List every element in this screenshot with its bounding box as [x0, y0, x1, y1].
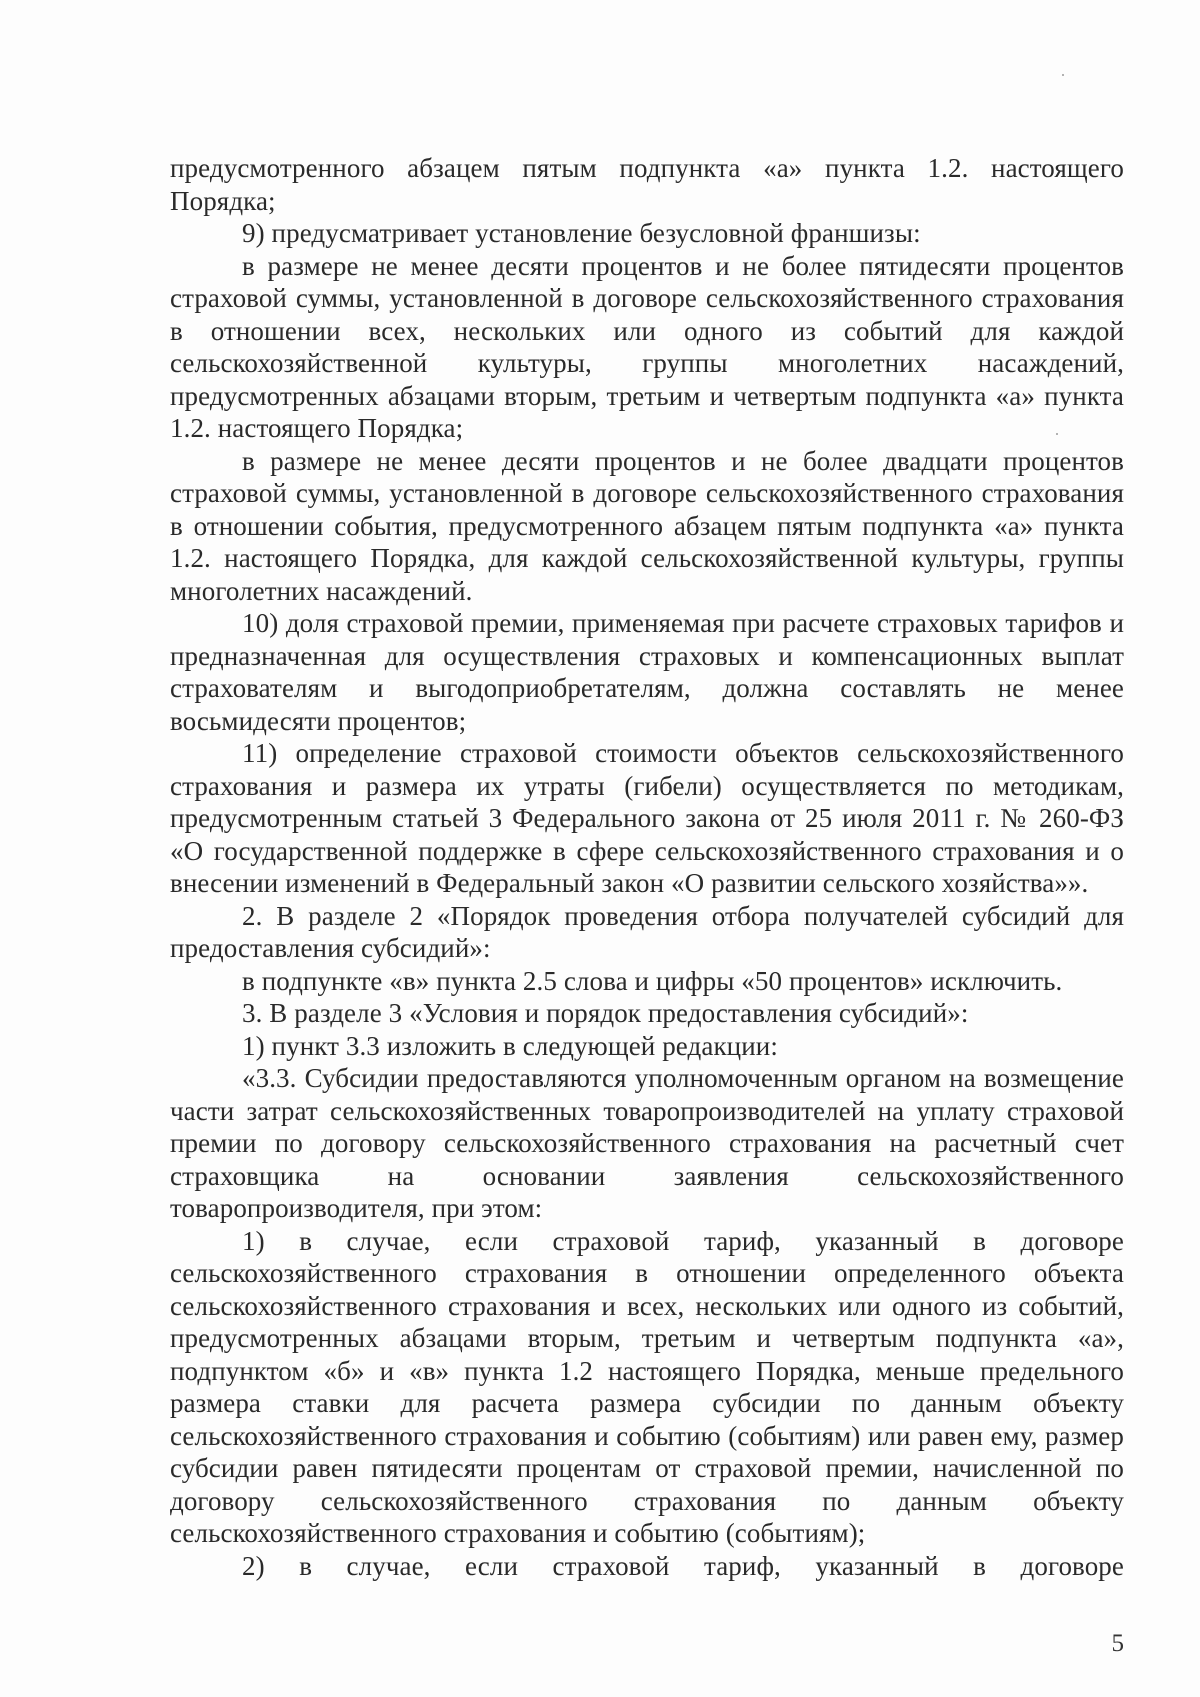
page-number: 5 — [1111, 1630, 1124, 1657]
paragraph-5: 10) доля страховой премии, применяемая при расчете страховых тарифов и предназначенная для осуществления страховых и компенсационных выплат страхователям и выгодоприобретателям, должна составлять не менее восьмидесяти процентов; — [170, 608, 1124, 736]
paragraph-3: в размере не менее десяти процентов и не более пятидесяти процентов страховой суммы, установленной в договоре сельскохозяйственного страхования в отношении всех, нескольких или одного из событий для каждой сельскохозяйственной культуры, группы многолетних насаждений, предусмотренных абзацами вторым, третьим и четвертым подпункта «а» пункта 1.2. настоящего Порядка; — [170, 250, 1124, 443]
paragraph-9: 3. В разделе 3 «Условия и порядок предоставления субсидий»: — [242, 998, 969, 1028]
paragraph-12: 1) в случае, если страховой тариф, указанный в договоре сельскохозяйственного страхования в отношении определенного объекта сельскохозяйственного страхования и всех, нескольких или одного из событий, предусмотренных абзацами вторым, третьим и четвертым подпункта «а», подпунктом «б» и «в» пункта 1.2 настоящего Порядка, меньше предельного размера ставки для расчета размера субсидии по данным объекту сельскохозяйственного страхования и событию (событиям) или равен ему, размер субсидии равен пятидесяти процентам от страховой премии, начисленной по договору сельскохозяйственного страхования по данным объекту сельскохозяйственного страхования и событию (событиям); — [170, 1225, 1124, 1548]
paragraph-1: предусмотренного абзацем пятым подпункта «а» пункта 1.2. настоящего Порядка; — [170, 153, 1124, 216]
paragraph-8: в подпункте «в» пункта 2.5 слова и цифры «50 процентов» исключить. — [242, 965, 1063, 996]
paragraph-4: в размере не менее десяти процентов и не более двадцати процентов страховой суммы, установленной в договоре сельскохозяйственного страхования в отношении события, предусмотренного абзацем пятым подпункта «а» пункта 1.2. настоящего Порядка, для каждой сельскохозяйственной культуры, группы многолетних насаждений. — [170, 445, 1124, 606]
paragraph-7: 2. В разделе 2 «Порядок проведения отбора получателей субсидий для предоставления субсидий»: — [170, 900, 1124, 963]
document-body — [170, 152, 1124, 1582]
paragraph-13: 2) в случае, если страховой тариф, указанный в договоре — [242, 1550, 1124, 1581]
paragraph-10: 1) пункт 3.3 изложить в следующей редакции: — [242, 1030, 778, 1061]
paragraph-2: 9) предусматривает установление безусловной франшизы: — [242, 218, 921, 248]
scan-speck — [1062, 74, 1064, 76]
paragraph-6: 11) определение страховой стоимости объектов сельскохозяйственного страхования и размера их утраты (гибели) осуществляется по методикам, предусмотренным статьей 3 Федерального закона от 25 июля 2011 г. № 260-ФЗ «О государственной поддержке в сфере сельскохозяйственного страхования и о внесении изменений в Федеральный закон «О развитии сельского хозяйства»». — [170, 738, 1124, 898]
paragraph-11: «3.3. Субсидии предоставляются уполномоченным органом на возмещение части затрат сельскохозяйственных товаропроизводителей на уплату страховой премии по договору сельскохозяйственного страхования на расчетный счет страховщика на основании заявления сельскохозяйственного товаропроизводителя, при этом: — [170, 1063, 1124, 1223]
